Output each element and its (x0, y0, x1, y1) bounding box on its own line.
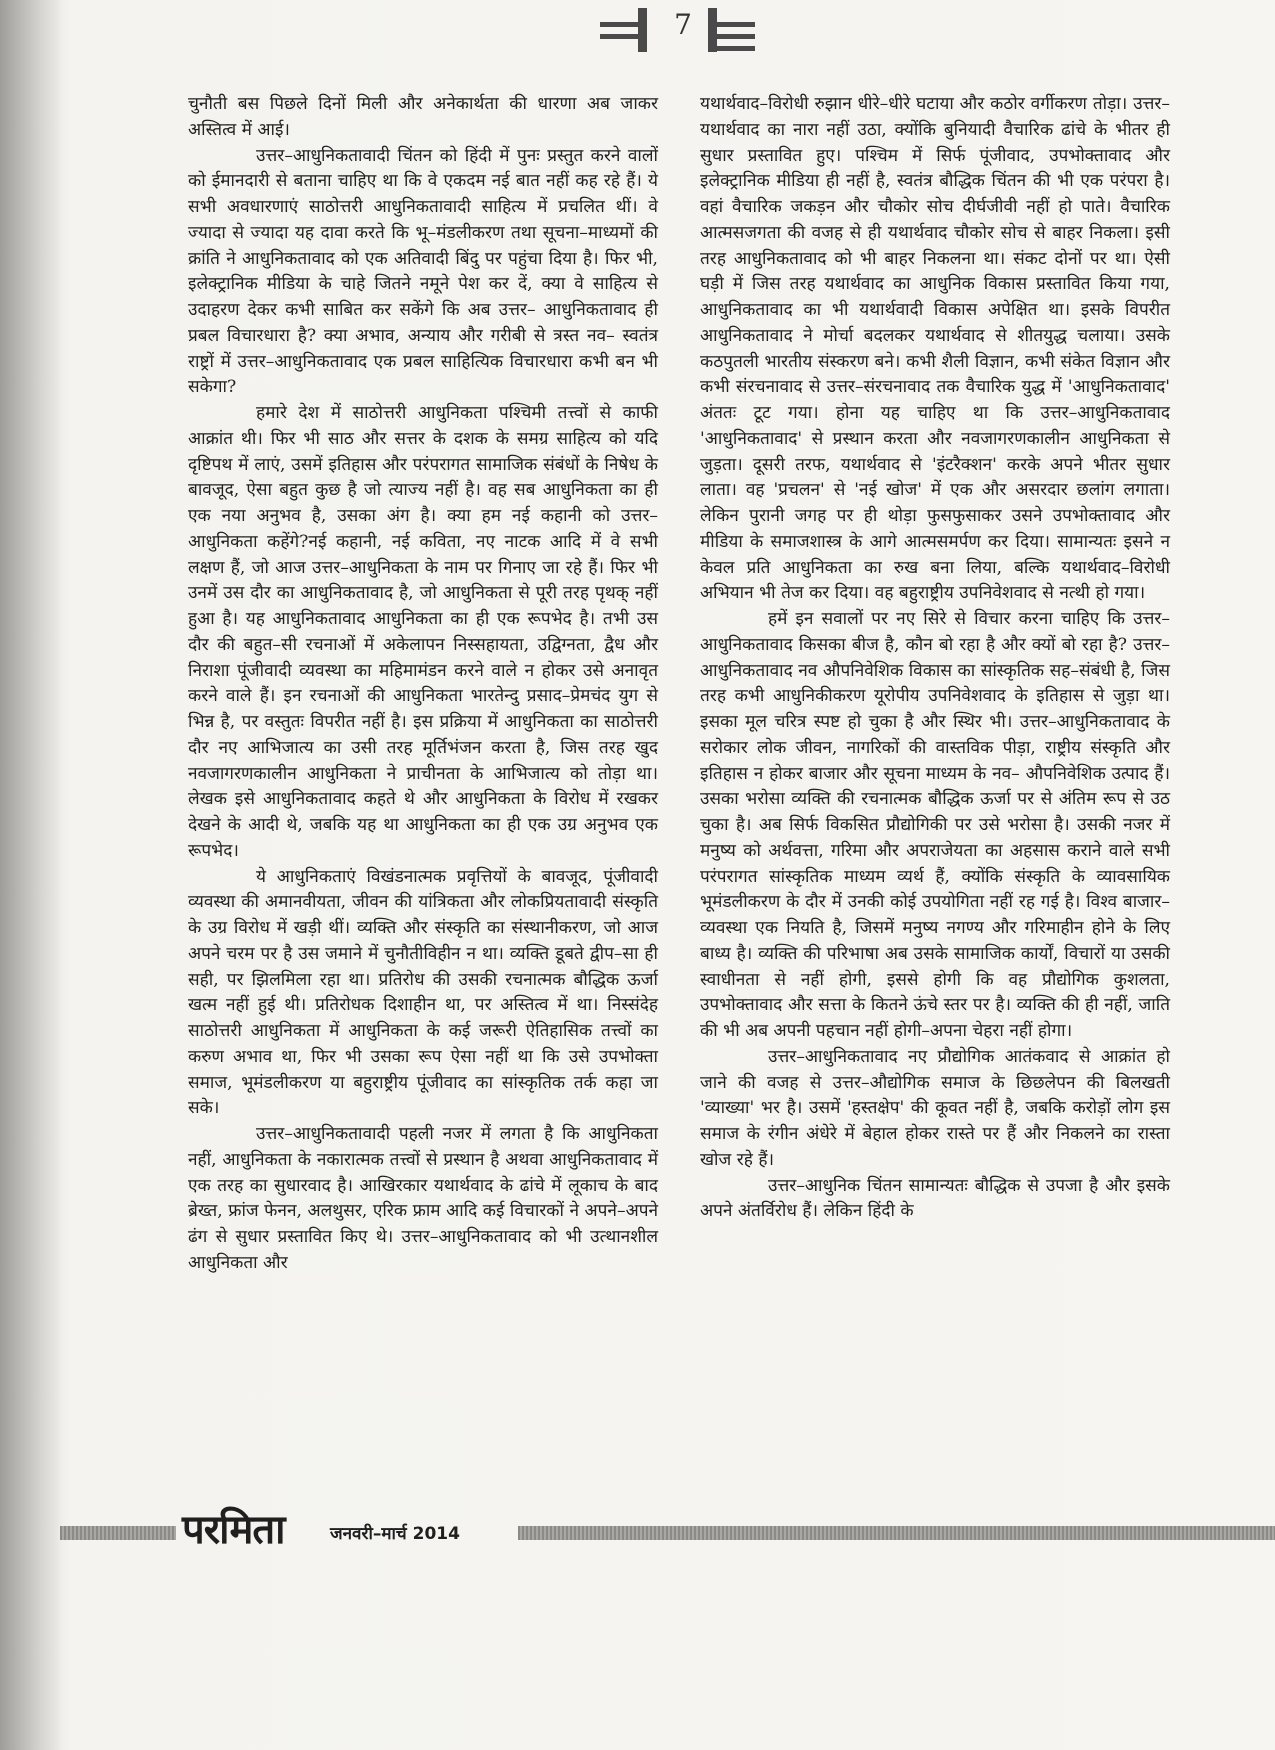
paragraph: यथार्थवाद–विरोधी रुझान धीरे–धीरे घटाया और कठोर वर्गीकरण तोड़ा। उत्तर–यथार्थवाद का नारा नहीं उठा, क्योंकि बुनियादी वैचारिक ढांचे के भीतर ही सुधार प्रस्तावित हुए। पश्चिम में सिर्फ पूंजीवाद, उपभोक्तावाद और इलेक्ट्रानिक मीडिया ही नहीं है, स्वतंत्र बौद्धिक चिंतन की भी एक परंपरा है। वहां वैचारिक जकड़न और चौकोर सोच दीर्घजीवी नहीं हो पाते। वैचारिक आत्मसजगता की वजह से ही यथार्थवाद चौकोर सोच से बाहर निकला। इसी तरह आधुनिकतावाद को भी बाहर निकलना था। संकट दोनों पर था। ऐसी घड़ी में जिस तरह यथार्थवाद का आधुनिक विकास प्रस्तावित किया गया, आधुनिकतावाद का भी यथार्थवादी विकास अपेक्षित था। इसके विपरीत आधुनिकतावाद ने मोर्चा बदलकर यथार्थवाद से शीतयुद्ध चलाया। उसके कठपुतली भारतीय संस्करण बने। कभी शैली विज्ञान, कभी संकेत विज्ञान और कभी संरचनावाद से उत्तर–संरचनावाद तक वैचारिक युद्ध में 'आधुनिकतावाद' अंततः टूट गया। होना यह चाहिए था कि उत्तर–आधुनिकतावाद 'आधुनिकतावाद' से प्रस्थान करता और नवजागरणकालीन आधुनिकता से जुड़ता। दूसरी तरफ, यथार्थवाद से 'इंटरैक्शन' करके अपने भीतर सुधार लाता। वह 'प्रचलन' से 'नई खोज' में एक और असरदार छलांग लगाता। लेकिन पुरानी जगह पर ही थोड़ा फुसफुसाकर उसने उपभोक्तावाद और मीडिया के समाजशास्त्र के आगे आत्मसमर्पण कर दिया। सामान्यतः इसने न केवल प्रति आधुनिकता का रुख बना लिया, बल्कि यथार्थवाद–विरोधी अभियान भी तेज कर दिया। वह बहुराष्ट्रीय उपनिवेशवाद से नत्थी हो गया। (700, 94, 1170, 604)
left-column (188, 92, 658, 1277)
footer-rule-right (518, 1526, 1275, 1540)
paragraph: उत्तर–आधुनिकतावाद नए प्रौद्योगिक आतंकवाद से आक्रांत हो जाने की वजह से उत्तर–औद्योगिक समाज के छिछलेपन की बिलखती 'व्याख्या' भर है। उसमें 'हस्तक्षेप' की कूवत नहीं है, जबकि करोड़ों लोग इस समाज के रंगीन अंधेरे में बेहाल होकर रास्ते पर हैं और निकलने का रास्ता खोज रहे हैं। (700, 1046, 1170, 1170)
footer-rule-left (60, 1526, 176, 1540)
page-number: 7 (674, 8, 692, 41)
paragraph: ये आधुनिकताएं विखंडनात्मक प्रवृत्तियों के बावजूद, पूंजीवादी व्यवस्था की अमानवीयता, जीवन की यांत्रिकता और लोकप्रियतावादी संस्कृति के उग्र विरोध में खड़ी थीं। व्यक्ति और संस्कृति का संस्थानीकरण, जो आज अपने चरम पर है उस जमाने में चुनौतीविहीन न था। व्यक्ति डूबते द्वीप–सा ही सही, पर झिलमिला रहा था। प्रतिरोध की उसकी रचनात्मक बौद्धिक ऊर्जा खत्म नहीं हुई थी। प्रतिरोधक दिशाहीन था, पर अस्तित्व में था। निस्संदेह साठोत्तरी आधुनिकता में आधुनिकता के कई जरूरी ऐतिहासिक तत्त्वों का करुण अभाव था, फिर भी उसका रूप ऐसा नहीं था कि उसे उपभोक्ता समाज, भूमंडलीकरण या बहुराष्ट्रीय पूंजीवाद का सांस्कृतिक तर्क कहा जा सके। (188, 866, 658, 1119)
paragraph: उत्तर–आधुनिकतावादी चिंतन को हिंदी में पुनः प्रस्तुत करने वालों को ईमानदारी से बताना चाहिए था कि वे एकदम नई बात नहीं कह रहे हैं। ये सभी अवधारणाएं साठोत्तरी आधुनिकतावादी साहित्य में प्रचलित थीं। वे ज्यादा से ज्यादा यह दावा करते कि भू–मंडलीकरण तथा सूचना–माध्यमों की क्रांति ने आधुनिकतावाद को एक अतिवादी बिंदु पर पहुंचा दिया है। फिर भी, इलेक्ट्रानिक मीडिया के चाहे जितने नमूने पेश कर दें, क्या वे साहित्य से उदाहरण देकर कभी साबित कर सकेंगे कि अब उत्तर– आधुनिकतावाद ही प्रबल विचारधारा है? क्या अभाव, अन्याय और गरीबी से त्रस्त नव– स्वतंत्र राष्ट्रों में उत्तर–आधुनिकतावाद एक प्रबल साहित्यिक विचारधारा कभी बन भी सकेगा? (188, 145, 658, 398)
paragraph: हमें इन सवालों पर नए सिरे से विचार करना चाहिए कि उत्तर–आधुनिकतावाद किसका बीज है, कौन बो रहा है और क्यों बो रहा है? उत्तर–आधुनिकतावाद नव औपनिवेशिक विकास का सांस्कृतिक सह–संबंधी है, जिस तरह कभी आधुनिकीकरण यूरोपीय उपनिवेशवाद के इतिहास से जुड़ा था। इसका मूल चरित्र स्पष्ट हो चुका है और स्थिर भी। उत्तर–आधुनिकतावाद के सरोकार लोक जीवन, नागरिकों की वास्तविक पीड़ा, राष्ट्रीय संस्कृति और इतिहास न होकर बाजार और सूचना माध्यम के नव– औपनिवेशिक उत्पाद हैं। उसका भरोसा व्यक्ति की रचनात्मक बौद्धिक ऊर्जा पर से अंतिम रूप से उठ चुका है। अब सिर्फ विकसित प्रौद्योगिकी पर उसे भरोसा है। उसकी नजर में मनुष्य को अर्थवत्ता, गरिमा और अपराजेयता का अहसास कराने वाले सभी परंपरागत सांस्कृतिक माध्यम व्यर्थ हैं, क्योंकि संस्कृति के व्यावसायिक भूमंडलीकरण के दौर में उनकी कोई उपयोगिता नहीं रह गई है। विश्व बाजार–व्यवस्था एक नियति है, जिसमें मनुष्य नगण्य और गरिमाहीन होने के लिए बाध्य है। व्यक्ति की परिभाषा अब उसके सामाजिक कार्यों, विचारों या उसकी स्वाधीनता से नहीं होगी, इससे होगी कि वह प्रौद्योगिक कुशलता, उपभोक्तावाद और सत्ता के कितने ऊंचे स्तर पर है। व्यक्ति की ही नहीं, जाति की भी अब अपनी पहचान नहीं होगी–अपना चेहरा नहीं होगा। (700, 609, 1170, 1041)
paragraph: उत्तर–आधुनिक चिंतन सामान्यतः बौद्धिक से उपजा है और इसके अपने अंतर्विरोध हैं। लेकिन हिंदी के (700, 1175, 1170, 1222)
paragraph: हमारे देश में साठोत्तरी आधुनिकता पश्चिमी तत्त्वों से काफी आक्रांत थी। फिर भी साठ और सत्तर के दशक के समग्र साहित्य को यदि दृष्टिपथ में लाएं, उसमें इतिहास और परंपरागत सामाजिक संबंधों के निषेध के बावजूद, ऐसा बहुत कुछ है जो त्याज्य नहीं है। वह सब आधुनिकता का ही एक नया अनुभव है, उसका अंग है। क्या हम नई कहानी को उत्तर–आधुनिकता कहेंगे?नई कहानी, नई कविता, नए नाटक आदि में वे सभी लक्षण हैं, जो आज उत्तर–आधुनिकता के नाम पर गिनाए जा रहे हैं। फिर भी उनमें उस दौर का आधुनिकतावाद है, जो आधुनिकता से पूरी तरह पृथक् नहीं हुआ है। यह आधुनिकतावाद आधुनिकता का ही एक रूपभेद है। तभी उस दौर की बहुत–सी रचनाओं में अकेलापन निस्सहायता, उद्विग्नता, द्वैध और निराशा पूंजीवादी व्यवस्था का महिमामंडन करने वाले न होकर उसे अनावृत करने वाले हैं। इन रचनाओं की आधुनिकता भारतेन्दु प्रसाद–प्रेमचंद युग से भिन्न है, पर वस्तुतः विपरीत नहीं है। इस प्रक्रिया में आधुनिकता का साठोत्तरी दौर नए आभिजात्य का उसी तरह मूर्तिभंजन करता है, जिस तरह खुद नवजागरणकालीन आधुनिकता ने प्राचीनता के आभिजात्य को तोड़ा था। लेखक इसे आधुनिकतावाद कहते थे और आधुनिकता के विरोध में रखकर देखने के आदी थे, जबकि यह था आधुनिकता का ही एक उग्र अनुभव एक रूपभेद। (188, 403, 658, 861)
binding-shadow (0, 0, 62, 1750)
issue-date: जनवरी–मार्च 2014 (330, 1524, 460, 1544)
magazine-logo: परमिता (182, 1507, 285, 1553)
page-footer (0, 1507, 1275, 1560)
paragraph: उत्तर–आधुनिकतावादी पहली नजर में लगता है कि आधुनिकता नहीं, आधुनिकता के नकारात्मक तत्त्वों से प्रस्थान है अथवा आधुनिकतावाद में एक तरह का सुधारवाद है। आखिरकार यथार्थवाद के ढांचे में लूकाच के बाद ब्रेख्त, फ्रांज फेनन, अलथुसर, एरिक फ्राम आदि कई विचारकों ने अपने–अपने ढंग से सुधार प्रस्तावित किए थे। उत्तर–आधुनिकतावाद को भी उत्थानशील आधुनिकता और (188, 1124, 658, 1273)
right-column (700, 92, 1170, 1225)
page-number-ornament (600, 8, 760, 52)
paragraph: चुनौती बस पिछले दिनों मिली और अनेकार्थता की धारणा अब जाकर अस्तित्व में आई। (188, 94, 658, 140)
